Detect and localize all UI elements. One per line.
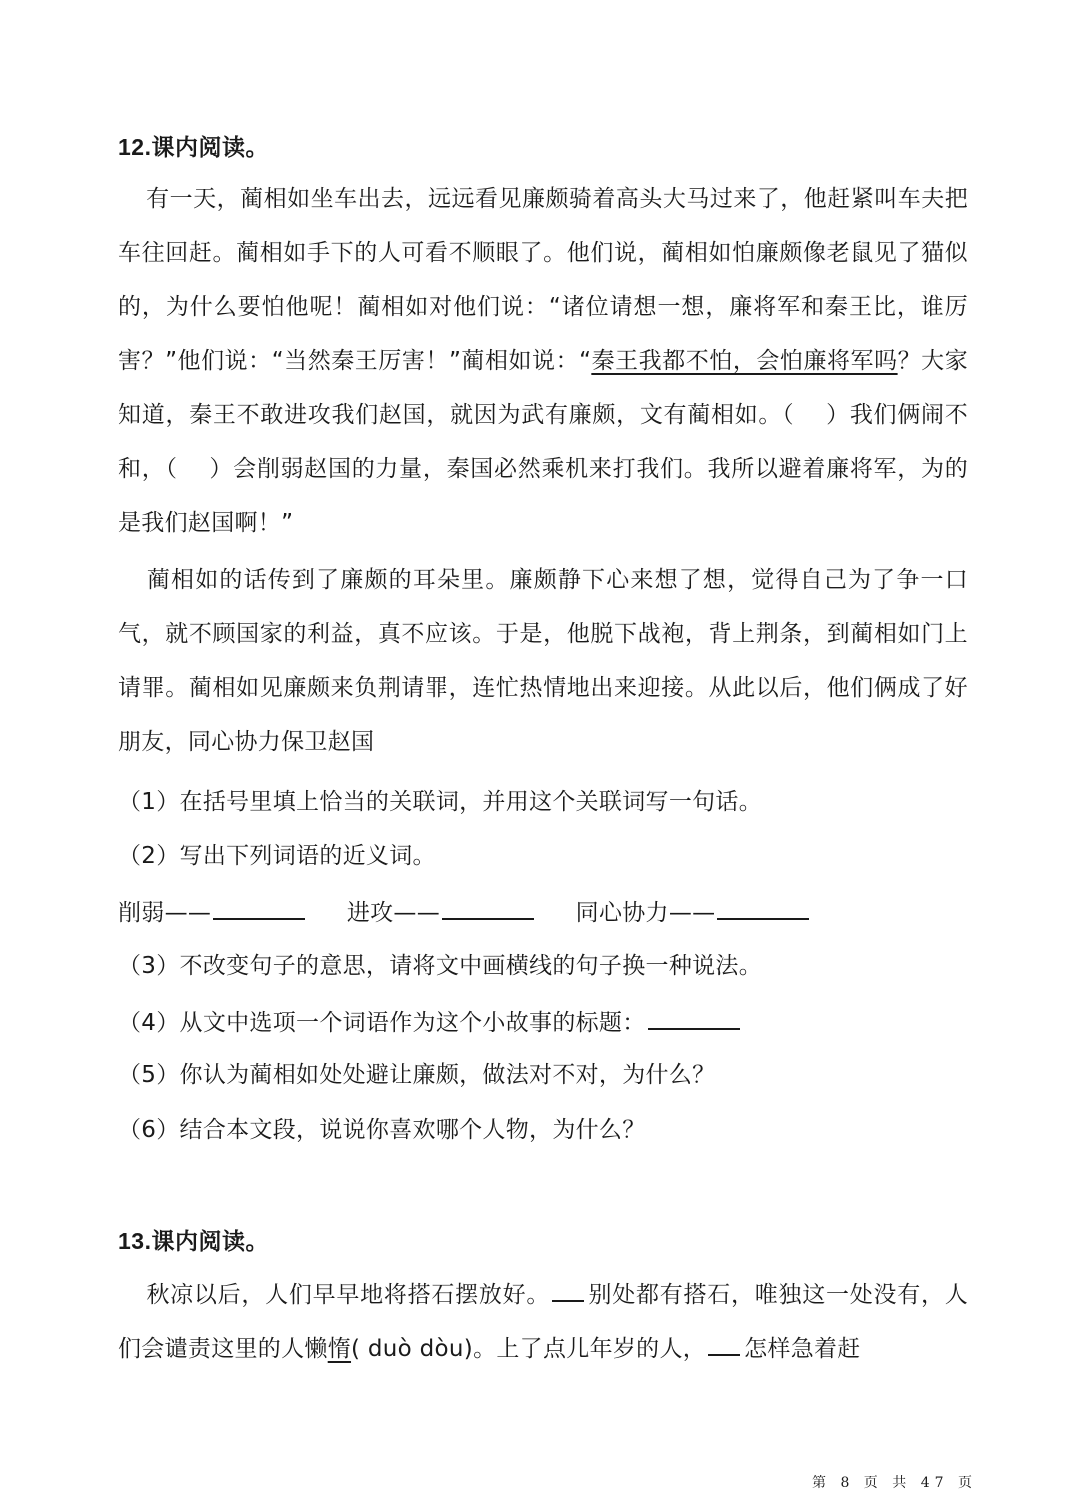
passage-text: 怎样急着赶 <box>744 1336 861 1362</box>
synonym-word: 进攻—— <box>346 900 441 926</box>
passage-text: ( duò dòu)。上了点儿年岁的人， <box>351 1336 707 1362</box>
synonym-item <box>576 896 810 928</box>
answer-blank[interactable] <box>717 896 809 920</box>
question-13-passage <box>118 1268 968 1376</box>
synonym-row <box>118 896 843 928</box>
answer-blank[interactable] <box>708 1332 740 1356</box>
question-text: （4）从文中选项一个词语作为这个小故事的标题： <box>118 1010 646 1036</box>
passage-text: 别处都有搭石，唯独这一处没有，人们会谴责这里的人懒 <box>118 1282 968 1362</box>
question-12-passage-paragraph-2 <box>118 553 968 769</box>
question-12-sub-1: （1）在括号里填上恰当的关联词，并用这个关联词写一句话。 <box>118 789 763 815</box>
question-12-sub-3: （3）不改变句子的意思，请将文中画横线的句子换一种说法。 <box>118 953 763 979</box>
passage-text: 有一天，蔺相如坐车出去，远远看见廉颇骑着高头大马过来了，他赶紧叫车夫把车往回赶。蔺相如手下的人可看不顺眼了。他们说，蔺相如怕廉颇像老鼠见了猫似的，为什么要怕他呢！蔺相如对他们说：“诸位请想一想，廉将军和秦王比，谁厉害？”他们说：“当然秦王厉害！”蔺相如说：“ <box>118 186 968 374</box>
answer-blank[interactable] <box>442 896 534 920</box>
answer-blank[interactable] <box>552 1278 584 1302</box>
passage-text: ？大家知道，秦王不敢进攻我们赵国，就因为武有廉颇，文有蔺相如。（ ）我们俩闹不和，（ ）会削弱赵国的力量，秦国必然乘机来打我们。我所以避着廉将军，为的是我们赵国啊！” <box>118 348 968 536</box>
question-12-heading: 12.课内阅读。 <box>118 134 269 160</box>
question-12-sub-5: （5）你认为蔺相如处处避让廉颇，做法对不对，为什么？ <box>118 1062 716 1088</box>
passage-text: 蔺相如的话传到了廉颇的耳朵里。廉颇静下心来想了想，觉得自己为了争一口气，就不顾国家的利益，真不应该。于是，他脱下战袍，背上荆条，到蔺相如门上请罪。蔺相如见廉颇来负荆请罪，连忙热情地出来迎接。从此以后，他们俩成了好朋友，同心协力保卫赵国 <box>118 567 968 755</box>
underlined-character: 惰 <box>327 1336 352 1362</box>
answer-blank[interactable] <box>213 896 305 920</box>
synonym-word: 削弱—— <box>118 900 212 926</box>
underlined-sentence: 秦王我都不怕，会怕廉将军吗 <box>591 348 898 374</box>
question-12-passage-paragraph-1 <box>118 172 968 550</box>
page-number-footer: 第 8 页 共 47 页 <box>812 1475 977 1491</box>
question-13-heading: 13.课内阅读。 <box>118 1228 269 1254</box>
answer-blank[interactable] <box>648 1006 740 1030</box>
question-12-sub-4 <box>118 1006 740 1038</box>
synonym-item <box>118 896 305 928</box>
question-12-sub-6: （6）结合本文段，说说你喜欢哪个人物，为什么？ <box>118 1117 646 1143</box>
synonym-word: 同心协力—— <box>575 900 716 926</box>
document-page <box>118 0 968 1512</box>
question-12-sub-2: （2）写出下列词语的近义词。 <box>118 843 436 869</box>
passage-text: 秋凉以后，人们早早地将搭石摆放好。 <box>146 1282 551 1308</box>
synonym-item <box>347 896 534 928</box>
